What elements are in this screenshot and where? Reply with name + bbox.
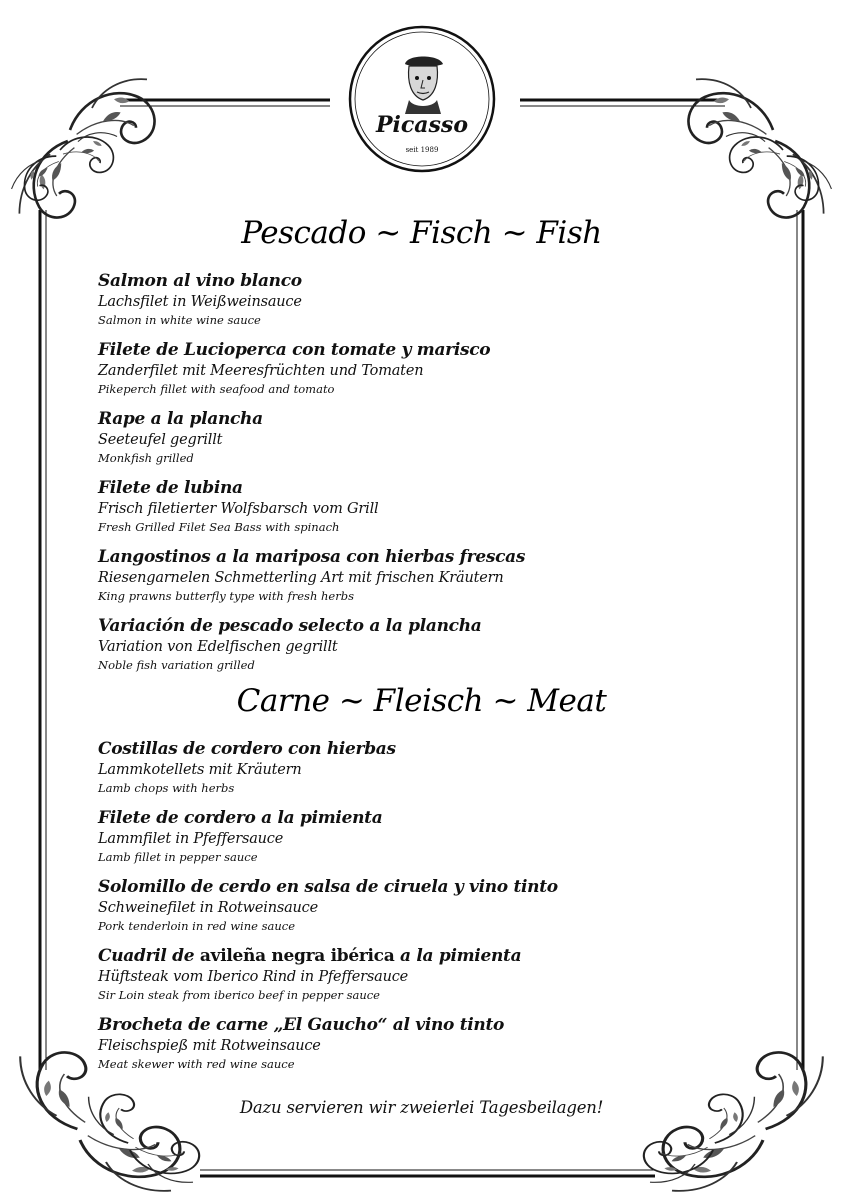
dish-name-es-part: a la pimienta [394, 946, 522, 966]
dish-name-en: Sir Loin steak from iberico beef in pepper sauce [98, 988, 380, 1002]
dish-name-es: Filete de cordero a la pimienta [98, 808, 383, 828]
dish-name-de: Frisch filetierter Wolfsbarsch vom Grill [98, 501, 379, 517]
footer-note: Dazu servieren wir zweierlei Tagesbeilagen! [239, 1098, 604, 1117]
list-item [98, 615, 738, 684]
dish-name-de: Lachsfilet in Weißweinsauce [98, 294, 302, 310]
dish-name-de: Fleischspieß mit Rotweinsauce [98, 1038, 321, 1054]
dish-name-es: Filete de lubina [98, 478, 243, 498]
dish-name-es: Solomillo de cerdo en salsa de ciruela y vino tinto [98, 877, 558, 897]
section-title-fish: Pescado ~ Fisch ~ Fish [241, 215, 602, 251]
dish-name-es: Brocheta de carne „El Gaucho“ al vino tinto [98, 1015, 505, 1035]
dish-name-es: Salmon al vino blanco [98, 271, 302, 291]
list-item [98, 546, 738, 615]
list-item [98, 408, 738, 477]
restaurant-logo [347, 24, 497, 174]
dish-name-en: Monkfish grilled [98, 451, 194, 465]
dish-name-es: Langostinos a la mariposa con hierbas frescas [98, 547, 526, 567]
logo-brand: Picasso [376, 112, 468, 138]
dish-name-es: Rape a la plancha [98, 409, 263, 429]
dish-name-de: Lammkotellets mit Kräutern [98, 762, 302, 778]
dish-name-en: Pikeperch fillet with seafood and tomato [98, 382, 335, 396]
dish-name-de: Schweinefilet in Rotweinsauce [98, 900, 318, 916]
list-item [98, 1014, 738, 1083]
list-item [98, 270, 738, 339]
meat-list [98, 738, 738, 1083]
list-item [98, 876, 738, 945]
list-item [98, 339, 738, 408]
dish-name-en: Lamb chops with herbs [98, 781, 235, 795]
dish-name-en: King prawns butterfly type with fresh herbs [98, 589, 354, 603]
dish-name-en: Pork tenderloin in red wine sauce [98, 919, 296, 933]
dish-name-es [98, 945, 738, 967]
dish-name-es-part: Cuadril de [98, 946, 200, 966]
dish-name-de: Variation von Edelfischen gegrillt [98, 639, 338, 655]
list-item [98, 807, 738, 876]
dish-name-de: Riesengarnelen Schmetterling Art mit frischen Kräutern [98, 570, 504, 586]
section-title-meat: Carne ~ Fleisch ~ Meat [236, 683, 607, 719]
list-item [98, 945, 738, 1014]
dish-name-de: Lammfilet in Pfeffersauce [98, 831, 284, 847]
dish-name-de: Zanderfilet mit Meeresfrüchten und Tomaten [98, 363, 424, 379]
fish-list [98, 270, 738, 684]
dish-name-es: Variación de pescado selecto a la plancha [98, 616, 482, 636]
dish-name-en: Fresh Grilled Filet Sea Bass with spinach [98, 520, 340, 534]
dish-name-de: Seeteufel gegrillt [98, 432, 223, 448]
dish-name-es: Costillas de cordero con hierbas [98, 739, 396, 759]
dish-name-es: Filete de Lucioperca con tomate y marisco [98, 340, 491, 360]
list-item [98, 738, 738, 807]
dish-name-en: Lamb fillet in pepper sauce [98, 850, 258, 864]
dish-name-en: Meat skewer with red wine sauce [98, 1057, 295, 1071]
logo-since: seit 1989 [405, 146, 439, 154]
dish-name-en: Salmon in white wine sauce [98, 313, 261, 327]
dish-name-de: Hüftsteak vom Iberico Rind in Pfeffersauce [98, 969, 409, 985]
dish-name-en: Noble fish variation grilled [98, 658, 255, 672]
dish-name-es-part: avileña negra ibérica [199, 946, 395, 966]
list-item [98, 477, 738, 546]
